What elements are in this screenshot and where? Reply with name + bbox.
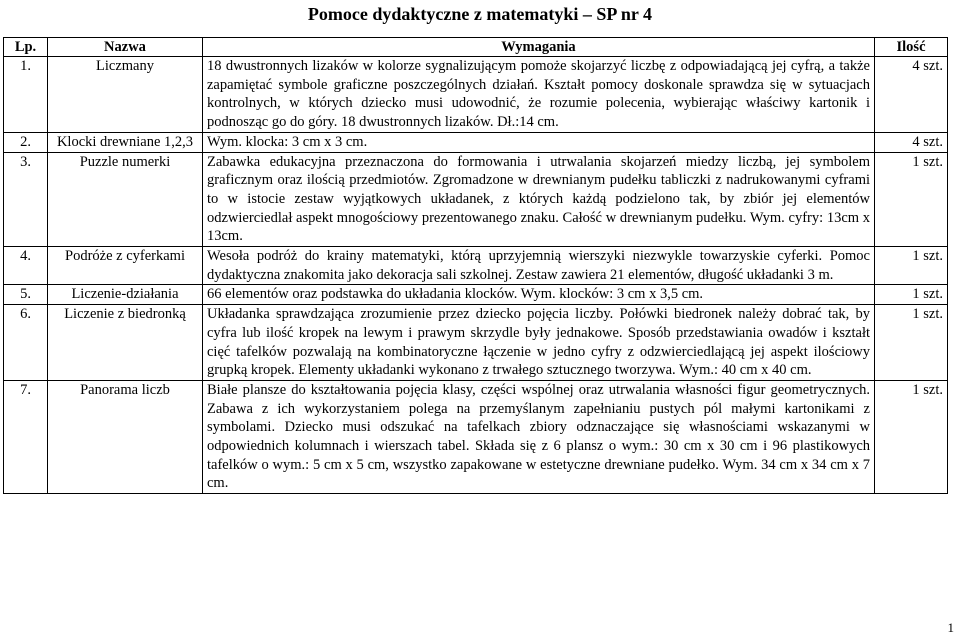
table-row <box>4 285 948 305</box>
row-qty: 1 szt. <box>875 305 948 381</box>
row-requirements: Białe plansze do kształtowania pojęcia klasy, części wspólnej oraz utrwalania własności figur geometrycznych. Zabawa z ich wykorzystaniem polega na przemyślanym zapełnianiu pustych pól małymi kartonikami z symbolami. Dziecko musi odszukać na tafelkach zbiory odznaczające się własnościami wskazanymi w odpowiednich kolumnach i wierszach tabel. Składa się z 6 plansz o wym.: 30 cm x 30 cm i 96 plastikowych tafelków o wym.: 5 cm x 5 cm, wszystko zapakowane w estetyczne drewniane pudełko. Wym. 34 cm x 34 cm x 7 cm. <box>203 380 875 493</box>
row-lp: 1. <box>4 57 48 133</box>
page-number: 1 <box>947 620 954 635</box>
table-row <box>4 247 948 285</box>
row-name: Liczenie-działania <box>48 285 203 305</box>
row-requirements: Zabawka edukacyjna przeznaczona do formowania i utrwalania skojarzeń miedzy liczbą, jej symbolem graficznym oraz ilością przedmiotów. Zgromadzone w drewnianym pudełku tabliczki z nadrukowanymi cyframi to w istocie zestaw wyjątkowych układanek, z których każdą podzielono tak, by zbiór jej elementów odzwierciedlał aspekt mnogościowy prezentowanego znaku. Całość w drewnianym pudełku. Wym. cyfry: 13cm x 13cm. <box>203 152 875 247</box>
row-qty: 1 szt. <box>875 152 948 247</box>
row-lp: 3. <box>4 152 48 247</box>
row-requirements: 18 dwustronnych lizaków w kolorze sygnalizującym pomoże skojarzyć liczbę z odpowiadającą jej cyfrą, a także zapamiętać symbole graficzne poszczególnych działań. Kształt pomocy doskonale sprawdza się w sytuacjach kontrolnych, w których dziecko musi udowodnić, że rozumie polecenia, wybierając właściwy kartonik i podnosząc go do góry. 18 dwustronnych lizaków. Dł.:14 cm. <box>203 57 875 133</box>
row-lp: 7. <box>4 380 48 493</box>
table-row <box>4 380 948 493</box>
header-lp: Lp. <box>4 38 48 57</box>
row-qty: 1 szt. <box>875 285 948 305</box>
table-header-row <box>4 38 948 57</box>
row-lp: 4. <box>4 247 48 285</box>
row-name: Puzzle numerki <box>48 152 203 247</box>
header-name: Nazwa <box>48 38 203 57</box>
row-name: Liczmany <box>48 57 203 133</box>
table-row <box>4 132 948 152</box>
row-lp: 6. <box>4 305 48 381</box>
row-lp: 2. <box>4 132 48 152</box>
row-requirements: Układanka sprawdzająca zrozumienie przez dziecko pojęcia liczby. Połówki biedronek należy dobrać tak, by cyfra lub ilość kropek na lewym i prawym skrzydle były jednakowe. Sposób przedstawiania owadów i kształt cięć tafelków pozwalają na kombinatoryczne łączenie w jedno cyfry z odzwierciedlającą jej aspekt ilościowy grupką kropek. Elementy układanki wykonano z trwałego sztucznego tworzywa. Wym.: 40 cm x 40 cm. <box>203 305 875 381</box>
row-requirements: Wesoła podróż do krainy matematyki, którą uprzyjemnią wierszyki niezwykle towarzyskie cyferki. Pomoc dydaktyczna znakomita jako dekoracja sali szkolnej. Zestaw zawiera 21 elementów, długość układanki 3 m. <box>203 247 875 285</box>
aids-table <box>3 37 948 494</box>
row-name: Podróże z cyferkami <box>48 247 203 285</box>
table-row <box>4 152 948 247</box>
row-qty: 4 szt. <box>875 132 948 152</box>
row-lp: 5. <box>4 285 48 305</box>
row-qty: 1 szt. <box>875 380 948 493</box>
row-name: Panorama liczb <box>48 380 203 493</box>
header-qty: Ilość <box>875 38 948 57</box>
row-name: Klocki drewniane 1,2,3 <box>48 132 203 152</box>
table-row <box>4 305 948 381</box>
row-requirements: Wym. klocka: 3 cm x 3 cm. <box>203 132 875 152</box>
row-name: Liczenie z biedronką <box>48 305 203 381</box>
table-row <box>4 57 948 133</box>
row-requirements: 66 elementów oraz podstawka do układania klocków. Wym. klocków: 3 cm x 3,5 cm. <box>203 285 875 305</box>
row-qty: 1 szt. <box>875 247 948 285</box>
header-requirements: Wymagania <box>203 38 875 57</box>
document-title: Pomoce dydaktyczne z matematyki – SP nr 4 <box>307 4 653 24</box>
row-qty: 4 szt. <box>875 57 948 133</box>
